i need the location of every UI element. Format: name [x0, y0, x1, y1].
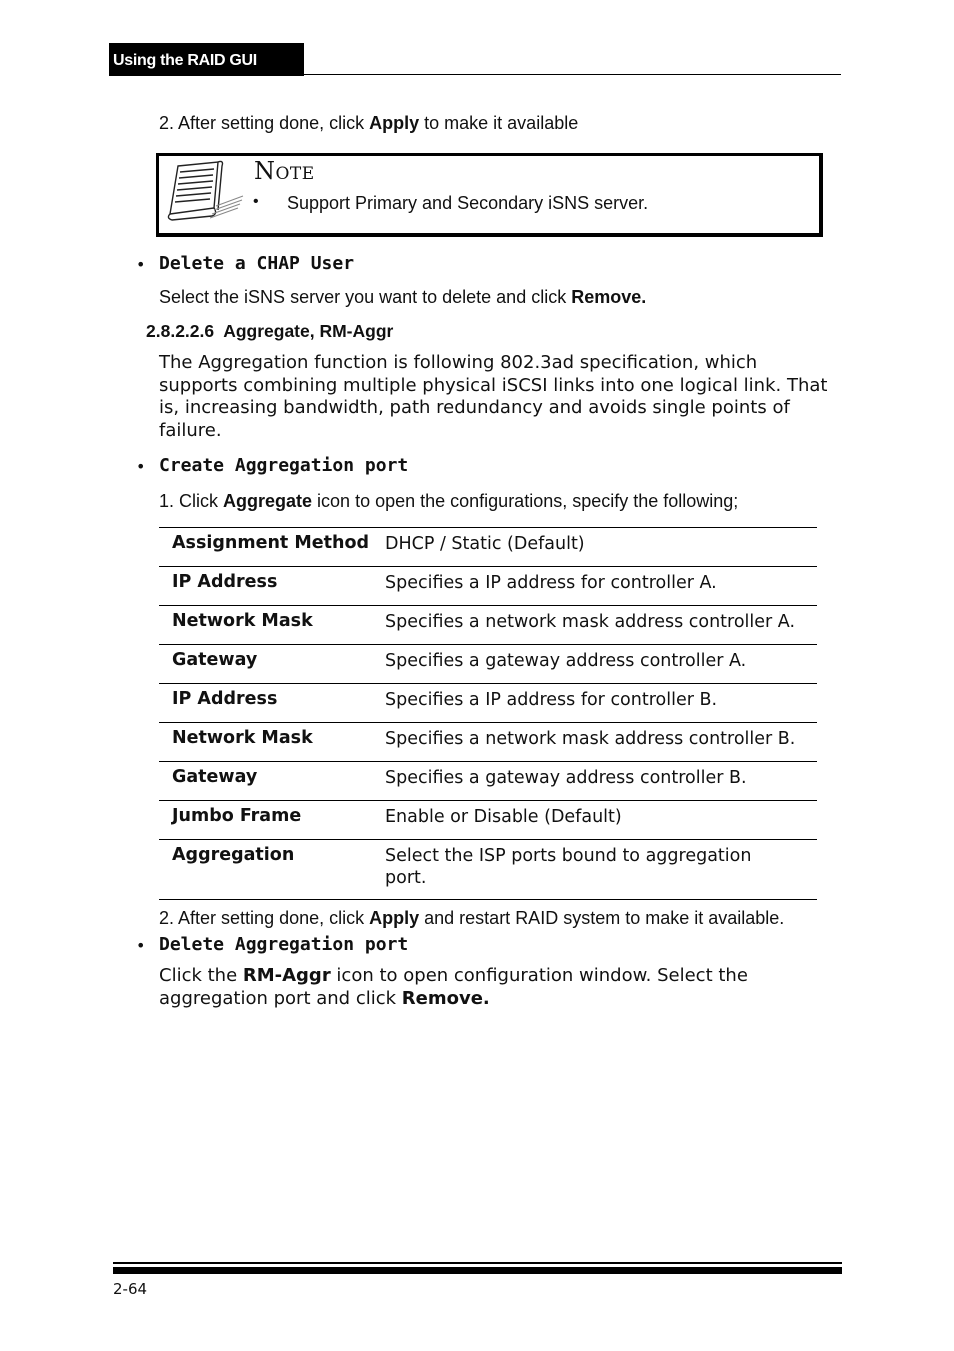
table-row	[159, 722, 817, 761]
note-title: Note	[254, 157, 315, 185]
aggregate-intro	[159, 352, 839, 442]
text-bold: RM-Aggr	[242, 965, 331, 986]
note-text: Support Primary and Secondary iSNS server.	[287, 193, 649, 213]
footer-rule-thin	[113, 1262, 842, 1264]
step-text: After setting done, click	[178, 113, 370, 133]
step-text-end: to make it available	[419, 113, 579, 133]
table-row	[159, 761, 817, 800]
table-row	[159, 800, 817, 839]
param-name: Gateway	[172, 767, 258, 787]
section-heading	[146, 321, 393, 342]
create-aggr-step1	[159, 490, 738, 512]
step-text: After setting done, click	[178, 908, 370, 928]
delete-aggr-line	[159, 965, 839, 988]
header-rule	[304, 74, 841, 75]
intro-line: supports combining multiple physical iSCSI links into one logical link. That	[159, 374, 828, 396]
param-desc: Specifies a network mask address controller B.	[385, 729, 796, 749]
text-run: Click the	[159, 965, 243, 986]
text-run: aggregation port and click	[159, 987, 402, 1009]
create-aggr-step2	[159, 907, 784, 929]
table-row	[159, 644, 817, 683]
param-name: Jumbo Frame	[172, 806, 302, 826]
bullet-dot: •	[136, 936, 146, 955]
param-desc: Specifies a IP address for controller B.	[385, 690, 718, 710]
section-number: 2.8.2.2.6	[146, 321, 215, 341]
param-name: Network Mask	[172, 728, 313, 748]
param-desc-line: port.	[385, 868, 427, 888]
param-name: Assignment Method	[172, 533, 370, 553]
param-desc: DHCP / Static (Default)	[385, 534, 585, 554]
intro-line: failure.	[159, 419, 222, 441]
intro-line: is, increasing bandwidth, path redundancy and avoids single points of	[159, 397, 790, 418]
param-desc: Enable or Disable (Default)	[385, 807, 622, 827]
table-row	[159, 683, 817, 722]
param-desc: Specifies a gateway address controller B.	[385, 768, 747, 788]
step-text-end: and restart RAID system to make it available.	[419, 908, 785, 928]
delete-chap-bold: Remove.	[571, 287, 647, 307]
param-desc: Specifies a IP address for controller A.	[385, 573, 717, 593]
param-name: Network Mask	[172, 611, 313, 631]
step-bold: Aggregate	[223, 491, 313, 511]
step-number: 2.	[159, 113, 175, 133]
table-row	[159, 839, 817, 900]
param-name: Gateway	[172, 650, 258, 670]
footer-rule-thick	[113, 1267, 842, 1274]
param-desc: Specifies a network mask address controller A.	[385, 612, 796, 632]
table-row	[159, 527, 817, 566]
apply-step	[159, 112, 578, 134]
table-row	[159, 605, 817, 644]
param-desc: Specifies a gateway address controller A.	[385, 651, 747, 671]
step-text-end: icon to open the configurations, specify the following;	[312, 491, 739, 511]
note-paper-icon	[164, 160, 246, 224]
text-run: icon to open configuration window. Select the	[330, 965, 748, 986]
delete-aggr-text	[159, 965, 839, 1010]
aggregation-params-table	[159, 527, 817, 900]
delete-aggr-heading: Delete Aggregation port	[159, 934, 409, 955]
delete-chap-pre: Select the iSNS server you want to delete and click	[159, 287, 572, 307]
bullet-dot: •	[136, 255, 146, 274]
param-name: IP Address	[172, 572, 278, 592]
step-bold: Apply	[369, 908, 420, 928]
bullet-dot: •	[136, 457, 146, 476]
delete-chap-text	[159, 286, 646, 308]
step-number: 2.	[159, 908, 175, 928]
intro-line: The Aggregation function is following 802.3ad specification, which	[159, 352, 758, 373]
step-number: 1.	[159, 491, 175, 511]
step-text: Click	[179, 491, 224, 511]
param-name: IP Address	[172, 689, 278, 709]
param-desc	[385, 845, 815, 889]
section-header-tab: Using the RAID GUI	[109, 43, 304, 76]
param-desc-line: Select the ISP ports bound to aggregation	[385, 846, 752, 866]
page-number: 2-64	[113, 1280, 148, 1298]
section-title: Aggregate, RM-Aggr	[223, 321, 394, 341]
param-name: Aggregation	[172, 845, 295, 865]
create-aggr-heading: Create Aggregation port	[159, 455, 409, 476]
table-row	[159, 566, 817, 605]
step-bold: Apply	[369, 113, 420, 133]
delete-aggr-line	[159, 988, 839, 1011]
note-bullet: •	[253, 193, 259, 210]
text-bold: Remove.	[401, 987, 490, 1009]
delete-chap-heading: Delete a CHAP User	[159, 253, 355, 274]
